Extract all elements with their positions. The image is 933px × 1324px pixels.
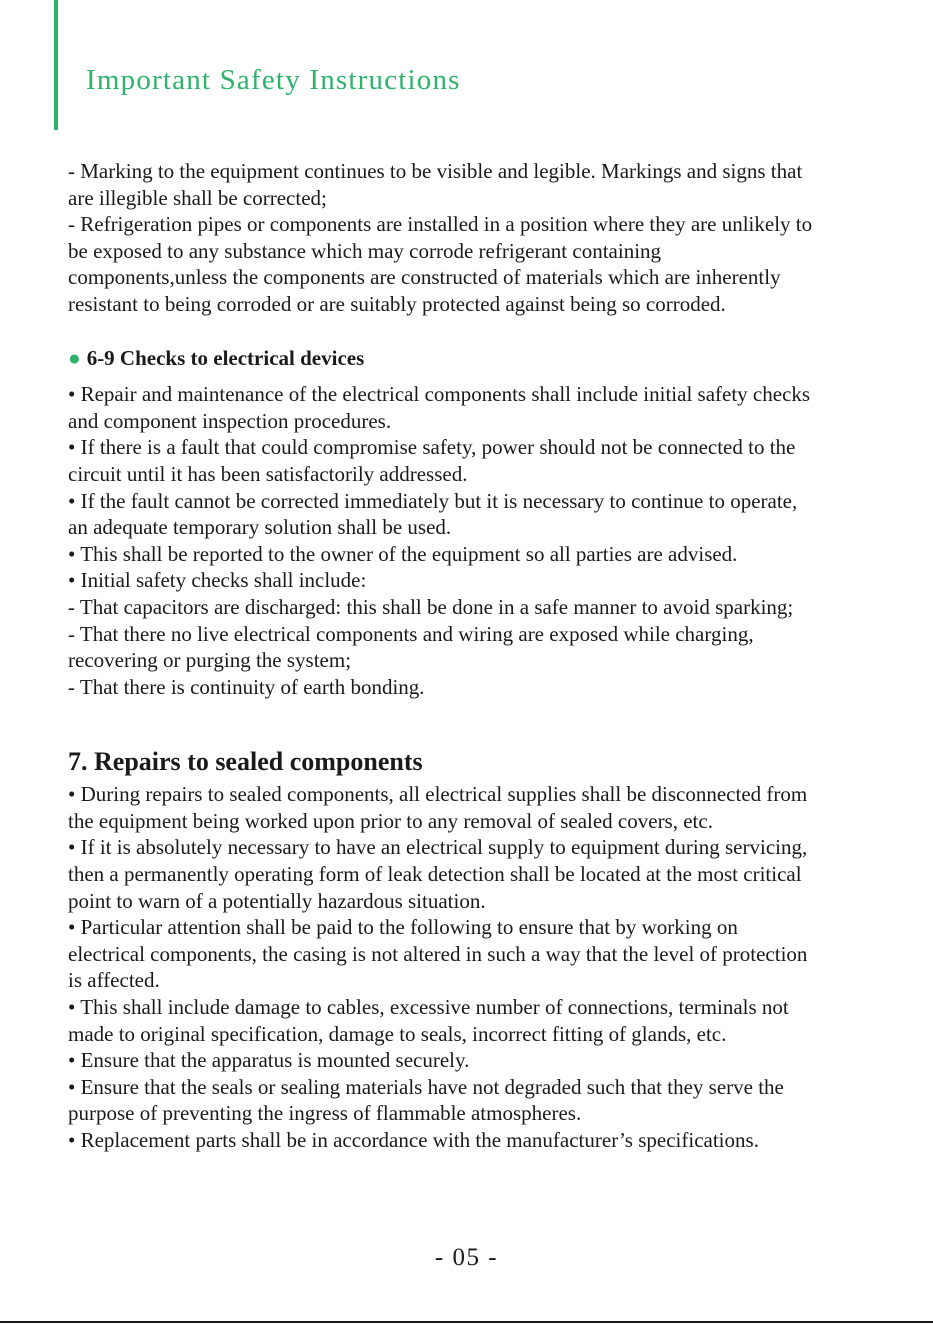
section-6-9-line: - That capacitors are discharged: this shall be done in a safe manner to avoid sparking; — [68, 594, 794, 619]
bullet-dot-icon: ● — [68, 345, 81, 370]
page-title: Important Safety Instructions — [86, 64, 461, 96]
section-6-9-line: an adequate temporary solution shall be used. — [68, 515, 452, 540]
section-6-9-body — [68, 381, 868, 700]
intro-line: are illegible shall be corrected; — [68, 185, 327, 210]
section-6-9-line: and component inspection procedures. — [68, 408, 392, 433]
intro-line: - Marking to the equipment continues to be visible and legible. Markings and signs that — [68, 159, 803, 183]
page-number: - 05 - — [434, 1244, 499, 1271]
header-accent-bar — [54, 0, 58, 130]
section-7-line: • During repairs to sealed components, all electrical supplies shall be disconnected from — [68, 782, 808, 807]
section-6-9-heading-text: 6-9 Checks to electrical devices — [86, 345, 365, 370]
document-body — [68, 158, 868, 1154]
section-7-line: electrical components, the casing is not altered in such a way that the level of protection — [68, 941, 808, 966]
section-7-line: • Replacement parts shall be in accordance with the manufacturer’s specifications. — [68, 1128, 759, 1152]
intro-line: - Refrigeration pipes or components are installed in a position where they are unlikely to — [68, 212, 813, 237]
section-6-9-line: recovering or purging the system; — [68, 648, 352, 673]
section-6-9-line: - That there no live electrical components and wiring are exposed while charging, — [68, 621, 754, 646]
section-7-line: purpose of preventing the ingress of flammable atmospheres. — [68, 1101, 582, 1126]
section-7-heading: 7. Repairs to sealed components — [68, 747, 423, 777]
section-7-line: point to warn of a potentially hazardous situation. — [68, 888, 486, 913]
section-6-9-line: • This shall be reported to the owner of the equipment so all parties are advised. — [68, 541, 738, 566]
section-7-line: • If it is absolutely necessary to have an electrical supply to equipment during servicing, — [68, 835, 808, 860]
section-7-body — [68, 781, 868, 1153]
section-7-line: • Ensure that the apparatus is mounted securely. — [68, 1048, 470, 1073]
intro-line: resistant to being corroded or are suitably protected against being so corroded. — [68, 291, 726, 316]
section-7-line: • Particular attention shall be paid to the following to ensure that by working on — [68, 915, 738, 940]
intro-line: components,unless the components are constructed of materials which are inherently — [68, 265, 781, 290]
intro-block — [68, 158, 868, 318]
section-7-line: • Ensure that the seals or sealing materials have not degraded such that they serve the — [68, 1074, 784, 1099]
section-7-line: made to original specification, damage to seals, incorrect fitting of glands, etc. — [68, 1021, 727, 1046]
section-6-9-heading — [68, 345, 868, 372]
section-7-line: • This shall include damage to cables, excessive number of connections, terminals not — [68, 995, 789, 1020]
section-6-9-line: • Initial safety checks shall include: — [68, 568, 367, 593]
intro-line: be exposed to any substance which may corrode refrigerant containing — [68, 238, 662, 263]
section-7-line: then a permanently operating form of leak detection shall be located at the most critical — [68, 862, 802, 887]
section-6-9-line: circuit until it has been satisfactorily addressed. — [68, 461, 468, 486]
section-7-line: is affected. — [68, 968, 160, 993]
section-6-9-line: - That there is continuity of earth bonding. — [68, 674, 425, 699]
section-6-9-line: • Repair and maintenance of the electrical components shall include initial safety checks — [68, 382, 811, 407]
section-6-9-line: • If there is a fault that could compromise safety, power should not be connected to the — [68, 435, 796, 460]
section-7-line: the equipment being worked upon prior to any removal of sealed covers, etc. — [68, 808, 713, 833]
section-6-9-line: • If the fault cannot be corrected immediately but it is necessary to continue to operate, — [68, 488, 798, 513]
bottom-rule — [0, 1321, 933, 1323]
